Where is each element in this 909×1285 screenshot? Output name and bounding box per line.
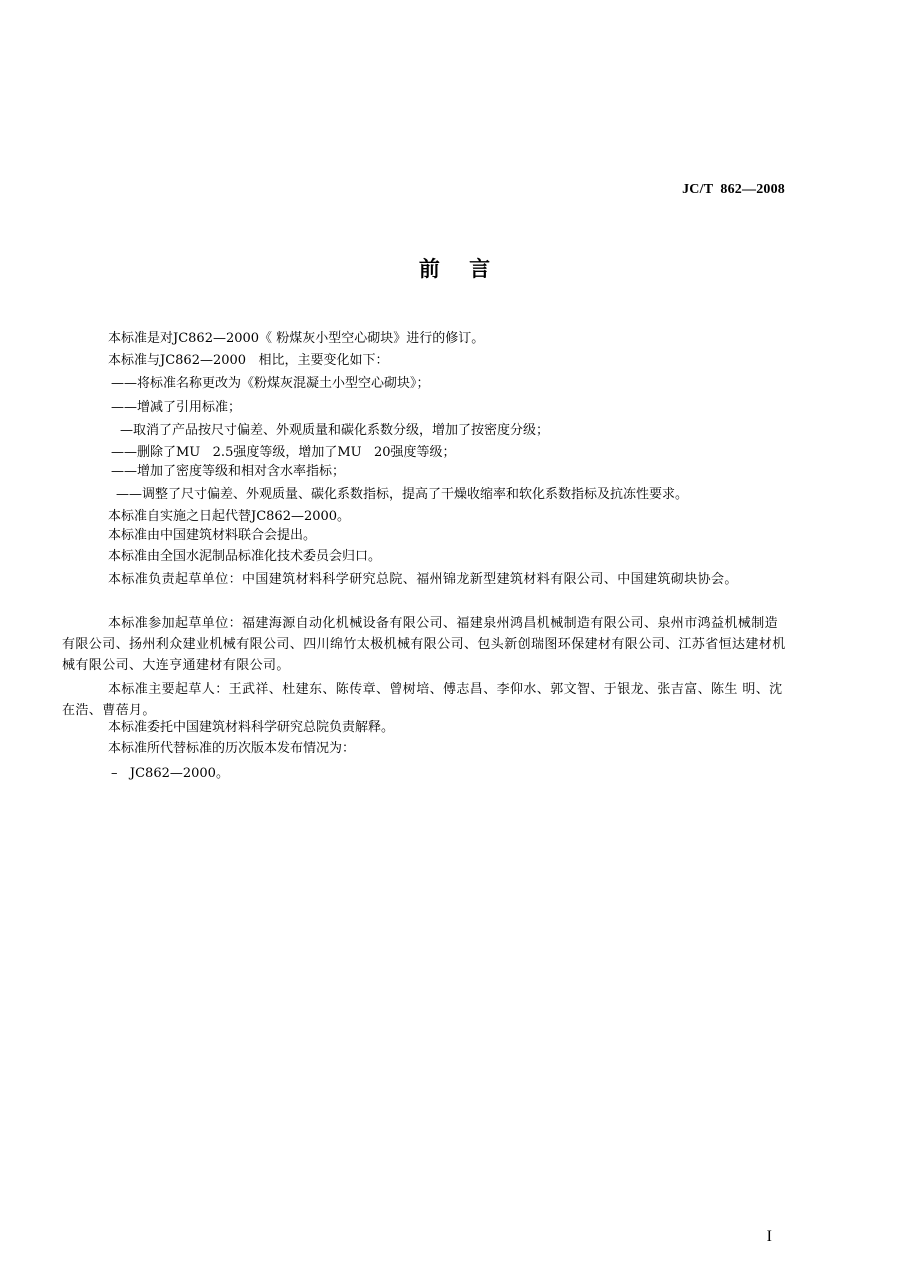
list-item: ——调整了尺寸偏差、外观质量、碳化系数指标，提高了干燥收缩率和软化系数指标及抗冻性要求。	[116, 487, 689, 502]
list-item: —取消了产品按尺寸偏差、外观质量和碳化系数分级，增加了按密度分级；	[120, 423, 550, 438]
paragraph: 本标准与JC862—2000 相比，主要变化如下：	[108, 353, 389, 368]
paragraph: 本标准负责起草单位：中国建筑材料科学研究总院、福州锦龙新型建筑材料有限公司、中国建筑砌块协会。	[108, 572, 738, 587]
paragraph: 本标准委托中国建筑材料科学研究总院负责解释。	[108, 720, 395, 735]
paragraph: 本标准自实施之日起代替JC862—2000。	[108, 509, 351, 524]
paragraph: 本标准由全国水泥制品标准化技术委员会归口。	[108, 549, 382, 564]
list-item: ——增加了密度等级和相对含水率指标；	[111, 464, 346, 479]
paragraph: 本标准主要起草人：王武祥、杜建东、陈传章、曾树培、傅志昌、李仰水、郭文智、于银龙、张吉富、陈生 明、沈在浩、曹蓓月。	[62, 682, 783, 718]
paragraph: 本标准所代替标准的历次版本发布情况为：	[108, 741, 356, 756]
list-item: – JC862—2000。	[111, 766, 229, 781]
paragraph: 本标准是对JC862—2000《 粉煤灰小型空心砌块》进行的修订。	[108, 331, 485, 346]
paragraph: 本标准参加起草单位：福建海源自动化机械设备有限公司、福建泉州鸿昌机械制造有限公司、泉州市鸿益机械制造有限公司、扬州利众建业机械有限公司、四川绵竹太极机械有限公司、包头新创瑞图环保建材有限公司、江苏省恒达建材机械有限公司、大连亨通建材有限公司。	[62, 616, 786, 673]
list-item: ——将标准名称更改为《粉煤灰混凝土小型空心砌块》；	[111, 376, 430, 391]
list-item: ——删除了MU 2.5强度等级，增加了MU 20强度等级；	[111, 445, 456, 460]
page-title: 前 言	[418, 256, 491, 281]
list-item: ——增减了引用标准；	[111, 400, 242, 415]
standard-code: JC/T 862—2008	[682, 182, 785, 197]
paragraph: 本标准由中国建筑材料联合会提出。	[108, 528, 317, 543]
page-number: I	[766, 1228, 772, 1245]
